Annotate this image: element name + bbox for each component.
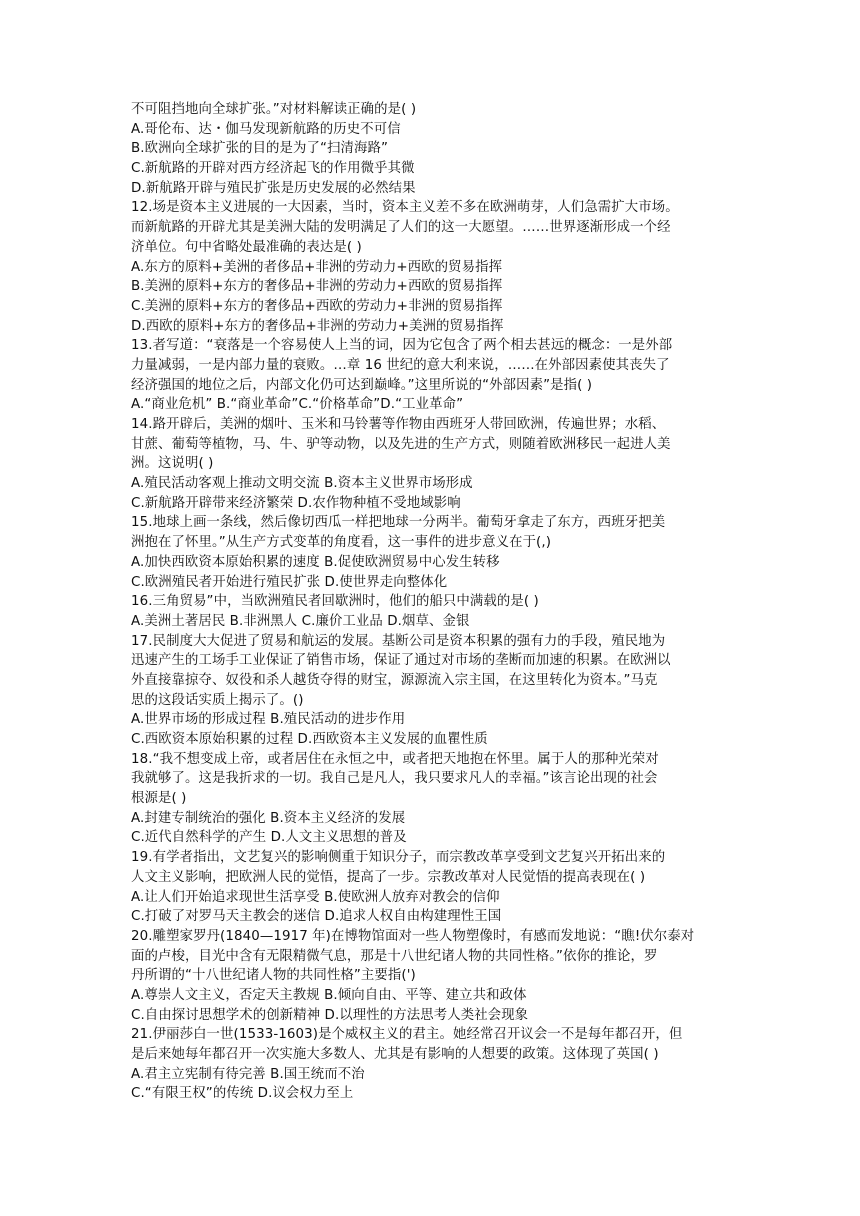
text-line: B.美洲的原料+东方的奢侈品+非洲的劳动力+西欧的贸易指挥 <box>131 279 503 295</box>
text-line: 外直接靠掠夺、奴役和杀人越货夺得的财宝，源源流入宗主国，在这里转化为资本。”马克 <box>131 672 658 688</box>
text-line: C.新航路的开辟对西方经济起飞的作用微乎其微 <box>131 161 415 177</box>
text-line: 14.路开辟后，美洲的烟叶、玉米和马铃薯等作物由西班牙人带回欧洲，传遍世界；水稻、 <box>131 417 666 432</box>
text-line: 而新航路的开辟尤其是美洲大陆的发明满足了人们的这一大愿望。……世界逐渐形成一个经 <box>131 220 671 236</box>
text-line: 根源是( ) <box>131 791 187 807</box>
text-line: C.欧洲殖民者开始进行殖民扩张 D.使世界走向整体化 <box>131 574 448 590</box>
text-line: A.“商业危机” B.“商业革命”C.“价格革命”D.“工业革命” <box>131 397 464 413</box>
text-line: 16.三角贸易”中，当欧洲殖民者回歇洲时，他们的船只中满载的是( ) <box>131 594 539 610</box>
text-line: C.打破了对罗马天主教会的迷信 D.追求人权自由构建理性王国 <box>131 909 502 925</box>
text-line: 12.场是资本主义进展的一大因素，当时，资本主义差不多在欧洲萌芽，人们急需扩大市场。 <box>131 200 679 216</box>
text-line: 15.地球上画一条线，然后像切西瓜一样把地球一分两半。葡萄牙拿走了东方，西班牙把美 <box>131 515 666 531</box>
text-line: A.世界市场的形成过程 B.殖民活动的进步作用 <box>131 712 406 728</box>
text-line: C.自由探讨思想学术的创新精神 D.以理性的方法思考人类社会现象 <box>131 1007 529 1023</box>
text-line: 19.有学者指出，文艺复兴的影响侧重于知识分子，而宗教改革享受到文艺复兴开拓出来的 <box>131 850 666 866</box>
text-line: 是后来她每年都召开一次实施大多数人、尤其是有影响的人想要的政策。这体现了英国( ) <box>131 1047 659 1062</box>
text-line: 力量减弱，一是内部力量的衰败。…章 16 世纪的意大利来说，……在外部因素使其丧失了 <box>131 357 670 373</box>
text-line: A.东方的原料+美洲的者侈品+非洲的劳动力+西欧的贸易指挥 <box>131 259 503 275</box>
text-line: D.西欧的原料+东方的奢侈品+非洲的劳动力+美洲的贸易指挥 <box>131 318 504 334</box>
text-line: 我就够了。这是我折求的一切。我自己是凡人，我只要求凡人的幸福。”该言论出现的社会 <box>131 771 658 787</box>
text-line: 洲抱在了怀里。”从生产方式变革的角度看，这一事件的进步意义在于(,) <box>131 535 552 551</box>
text-line: 思的这段话实质上揭示了。() <box>131 692 304 708</box>
text-line: 21.伊丽莎白一世(1533-1603)是个威权主义的君主。她经常召开议会一不是每年都召开，但 <box>131 1027 683 1043</box>
text-line: C.“有限王权”的传统 D.议会权力至上 <box>131 1086 354 1102</box>
exam-text-block <box>131 100 733 1104</box>
text-line: 13.者写道：“衰落是一个容易使人上当的词，因为它包含了两个相去甚远的概念：一是外部 <box>131 338 673 354</box>
text-line: 甘蔗、葡萄等植物，马、牛、驴等动物，以及先进的生产方式，则随着欧洲移民一起进人美 <box>131 436 671 452</box>
text-line: 迅速产生的工场手工业保证了销售市场，保证了通过对市场的垄断而加速的积累。在欧洲以 <box>131 653 671 669</box>
text-line: B.欧洲向全球扩张的目的是为了“扫清海路” <box>131 141 389 157</box>
text-line: A.殖民活动客观上推动文明交流 B.资本主义世界市场形成 <box>131 476 473 492</box>
text-line: A.封建专制统治的强化 B.资本主义经济的发展 <box>131 810 406 826</box>
text-line: 18.“我不想变成上帝，或者居住在永恒之中，或者把天地抱在怀里。属于人的那种光荣对 <box>131 751 659 767</box>
text-line: A.哥伦布、达・伽马发现新航路的历史不可信 <box>131 121 401 137</box>
text-line: 丹所谓的“十八世纪诸人物的共同性格”主要指(') <box>131 968 416 984</box>
text-line: 人文主义影响，把欧洲人民的觉悟，提高了一步。宗教改革对人民觉悟的提高表现在( ) <box>131 869 646 885</box>
text-line: 洲。这说明( ) <box>131 456 214 472</box>
text-line: A.让人们开始追求现世生活享受 B.使欧洲人放弃对教会的信仰 <box>131 889 500 905</box>
text-line: A.美洲土著居民 B.非洲黑人 C.廉价工业品 D.烟草、金银 <box>131 613 470 629</box>
text-line: A.君主立宪制有待完善 B.国王统而不治 <box>131 1066 365 1082</box>
text-line: 面的卢梭，目光中含有无限精微气息，那是十八世纪诸人物的共同性格。”依你的推论，罗 <box>131 948 658 964</box>
text-line: 不可阻挡地向全球扩张。”对材料解读正确的是( ) <box>131 102 417 117</box>
text-line: A.尊崇人文主义，否定天主教规 B.倾向自由、平等、建立共和政体 <box>131 987 527 1003</box>
text-line: C.新航路开辟带来经济繁荣 D.农作物种植不受地域影响 <box>131 495 461 511</box>
text-line: A.加快西欧资本原始积累的速度 B.促使欧洲贸易中心发生转移 <box>131 554 500 570</box>
text-line: 20.雕塑家罗丹(1840—1917 年)在博物馆面对一些人物塑像时，有感而发地说：“瞧!伏尔泰对 <box>131 928 695 944</box>
text-line: C.近代自然科学的产生 D.人文主义思想的普及 <box>131 830 407 846</box>
text-line: C.西欧资本原始积累的过程 D.西欧资本主义发展的血瞿性质 <box>131 732 488 747</box>
text-line: D.新航路开辟与殖民扩张是历史发展的必然结果 <box>131 180 416 196</box>
text-line: 17.民制度大大促进了贸易和航运的发展。基断公司是资本积累的强有力的手段，殖民地为 <box>131 633 666 649</box>
text-line: 经济强国的地位之后，内部文化仍可达到巅峰。”这里所说的“外部因素”是指( ) <box>131 377 593 393</box>
text-line: C.美洲的原料+东方的奢侈品+西欧的劳动力+非洲的贸易指挥 <box>131 298 503 314</box>
text-line: 济单位。句中省略处最准确的表达是( ) <box>131 239 362 255</box>
